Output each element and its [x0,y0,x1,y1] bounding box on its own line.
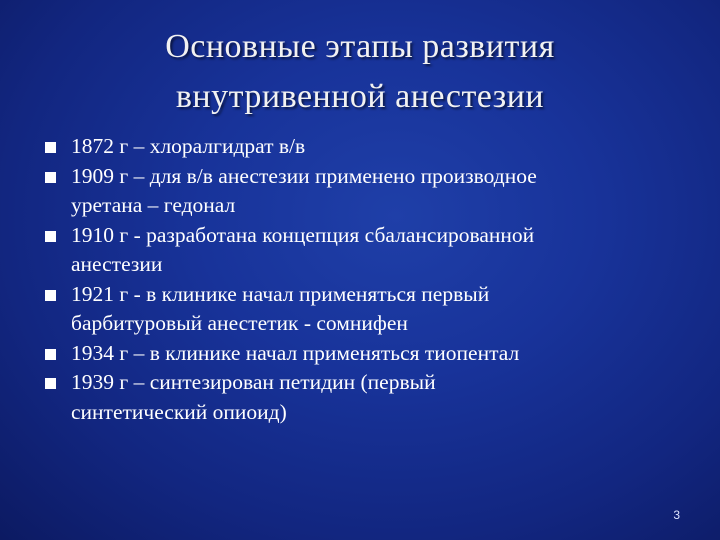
bullet-item [44,339,684,369]
bullet-text-continuation: синтетический опиоид) [71,399,287,424]
bullet-item [44,132,684,162]
square-bullet-icon [45,290,56,301]
bullet-text: 1872 г – хлоралгидрат в/в [71,134,306,158]
bullet-item [44,221,684,280]
bullet-text: 1934 г – в клинике начал применяться тиопентал [71,340,520,365]
bullet-item [44,280,684,339]
bullet-text: 1910 г - разработана концепция сбалансированной [71,222,535,247]
bullet-list [44,132,684,427]
page-number: 3 [673,508,680,522]
bullet-text: 1939 г – синтезирован петидин (первый [71,370,436,394]
square-bullet-icon [45,378,56,389]
square-bullet-icon [45,349,56,360]
square-bullet-icon [45,231,56,242]
square-bullet-icon [45,172,56,183]
bullet-text-continuation: барбитуровый анестетик - сомнифен [71,311,408,335]
bullet-text-continuation: анестезии [71,252,163,276]
bullet-text-continuation: уретана – гедонал [71,193,236,217]
bullet-item [44,368,684,427]
bullet-text: 1909 г – для в/в анестезии применено производное [71,163,537,188]
bullet-text: 1921 г - в клинике начал применяться первый [71,281,490,306]
slide-title [80,22,640,122]
slide-title-line: Основные этапы развития [165,28,555,65]
bullet-item [44,162,684,221]
slide-title-line: внутривенной анестезии [175,78,545,115]
square-bullet-icon [45,142,56,153]
